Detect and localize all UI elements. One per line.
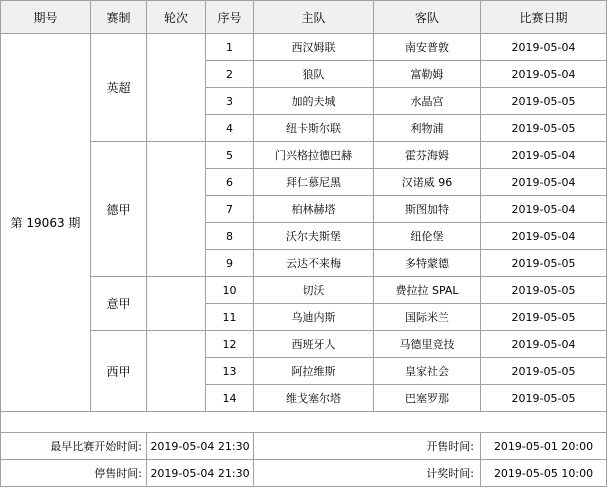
home-team-cell: 柏林赫塔 [254, 196, 374, 223]
header-round: 轮次 [147, 1, 206, 34]
away-team-cell: 汉诺威 96 [374, 169, 481, 196]
header-away: 客队 [374, 1, 481, 34]
match-date-cell: 2019-05-05 [481, 88, 607, 115]
seq-cell: 12 [206, 331, 254, 358]
match-date-cell: 2019-05-05 [481, 358, 607, 385]
spacer-row [1, 412, 607, 433]
home-team-cell: 乌迪内斯 [254, 304, 374, 331]
away-team-cell: 皇家社会 [374, 358, 481, 385]
round-cell [147, 331, 206, 412]
match-date-cell: 2019-05-05 [481, 250, 607, 277]
header-row [1, 1, 607, 34]
footer-row-2 [1, 460, 607, 487]
sale-open-value: 2019-05-01 20:00 [481, 433, 607, 460]
seq-cell: 14 [206, 385, 254, 412]
away-team-cell: 斯图加特 [374, 196, 481, 223]
match-date-cell: 2019-05-05 [481, 277, 607, 304]
away-team-cell: 多特蒙德 [374, 250, 481, 277]
header-home: 主队 [254, 1, 374, 34]
home-team-cell: 门兴格拉德巴赫 [254, 142, 374, 169]
seq-cell: 9 [206, 250, 254, 277]
earliest-start-label: 最早比赛开始时间: [1, 433, 147, 460]
away-team-cell: 纽伦堡 [374, 223, 481, 250]
match-date-cell: 2019-05-04 [481, 61, 607, 88]
earliest-start-value: 2019-05-04 21:30 [147, 433, 254, 460]
sale-stop-value: 2019-05-04 21:30 [147, 460, 254, 487]
home-team-cell: 西班牙人 [254, 331, 374, 358]
seq-cell: 7 [206, 196, 254, 223]
match-date-cell: 2019-05-04 [481, 331, 607, 358]
round-cell [147, 142, 206, 277]
home-team-cell: 纽卡斯尔联 [254, 115, 374, 142]
home-team-cell: 沃尔夫斯堡 [254, 223, 374, 250]
seq-cell: 3 [206, 88, 254, 115]
match-date-cell: 2019-05-04 [481, 223, 607, 250]
seq-cell: 2 [206, 61, 254, 88]
match-date-cell: 2019-05-04 [481, 34, 607, 61]
match-date-cell: 2019-05-05 [481, 385, 607, 412]
seq-cell: 11 [206, 304, 254, 331]
home-team-cell: 云达不来梅 [254, 250, 374, 277]
round-cell [147, 277, 206, 331]
away-team-cell: 富勒姆 [374, 61, 481, 88]
league-cell: 西甲 [91, 331, 147, 412]
spacer-cell [1, 412, 607, 433]
header-format: 赛制 [91, 1, 147, 34]
header-date: 比赛日期 [481, 1, 607, 34]
away-team-cell: 霍芬海姆 [374, 142, 481, 169]
sale-open-label: 开售时间: [254, 433, 481, 460]
seq-cell: 4 [206, 115, 254, 142]
away-team-cell: 国际米兰 [374, 304, 481, 331]
settle-label: 计奖时间: [254, 460, 481, 487]
table-row [1, 142, 607, 169]
match-date-cell: 2019-05-04 [481, 169, 607, 196]
seq-cell: 13 [206, 358, 254, 385]
round-cell [147, 34, 206, 142]
match-date-cell: 2019-05-04 [481, 196, 607, 223]
settle-value: 2019-05-05 10:00 [481, 460, 607, 487]
home-team-cell: 拜仁慕尼黑 [254, 169, 374, 196]
match-date-cell: 2019-05-05 [481, 115, 607, 142]
seq-cell: 8 [206, 223, 254, 250]
footer-row-1 [1, 433, 607, 460]
away-team-cell: 费拉拉 SPAL [374, 277, 481, 304]
issue-cell: 第 19063 期 [1, 34, 91, 412]
away-team-cell: 利物浦 [374, 115, 481, 142]
home-team-cell: 西汉姆联 [254, 34, 374, 61]
league-cell: 英超 [91, 34, 147, 142]
home-team-cell: 维戈塞尔塔 [254, 385, 374, 412]
match-date-cell: 2019-05-05 [481, 304, 607, 331]
seq-cell: 1 [206, 34, 254, 61]
away-team-cell: 巴塞罗那 [374, 385, 481, 412]
away-team-cell: 马德里竞技 [374, 331, 481, 358]
league-cell: 意甲 [91, 277, 147, 331]
away-team-cell: 南安普敦 [374, 34, 481, 61]
home-team-cell: 加的夫城 [254, 88, 374, 115]
table-row [1, 34, 607, 61]
seq-cell: 6 [206, 169, 254, 196]
home-team-cell: 阿拉维斯 [254, 358, 374, 385]
header-issue: 期号 [1, 1, 91, 34]
match-date-cell: 2019-05-04 [481, 142, 607, 169]
home-team-cell: 切沃 [254, 277, 374, 304]
table-row [1, 331, 607, 358]
away-team-cell: 水晶宫 [374, 88, 481, 115]
seq-cell: 10 [206, 277, 254, 304]
seq-cell: 5 [206, 142, 254, 169]
table-row [1, 277, 607, 304]
home-team-cell: 狼队 [254, 61, 374, 88]
sale-stop-label: 停售时间: [1, 460, 147, 487]
header-seq: 序号 [206, 1, 254, 34]
league-cell: 德甲 [91, 142, 147, 277]
